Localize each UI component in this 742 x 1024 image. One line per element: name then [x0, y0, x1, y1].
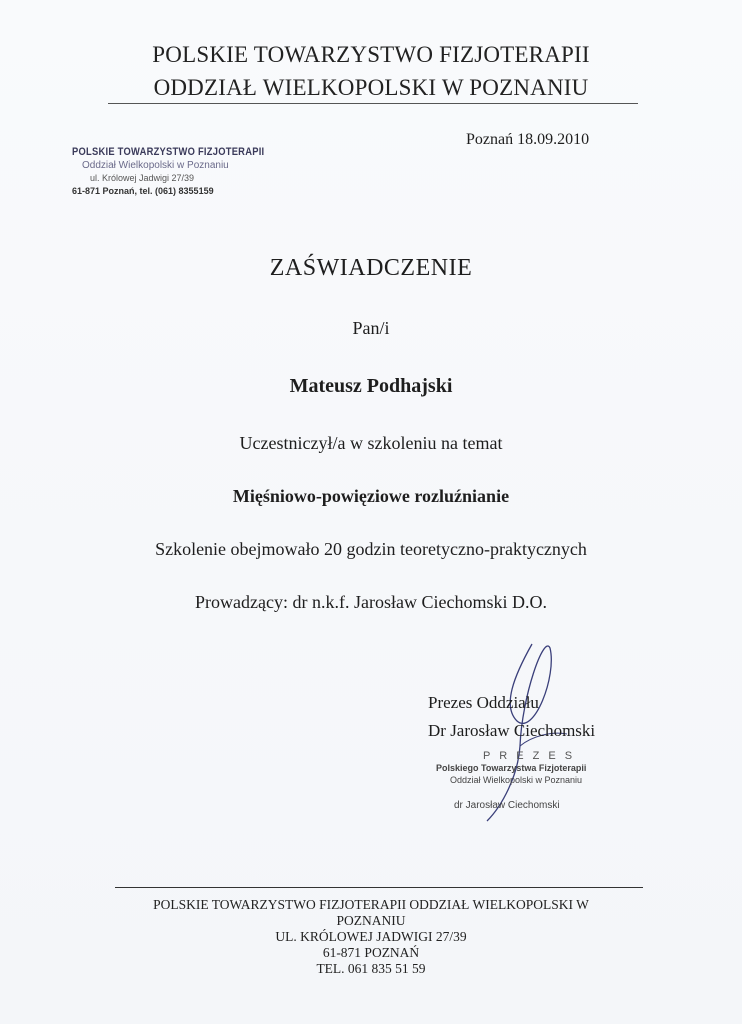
- footer-line-2: POZNANIU: [336, 913, 406, 928]
- header-line-1: POLSKIE TOWARZYSTWO FIZJOTERAPII: [152, 42, 590, 67]
- president-stamp-line-2: Polskiego Towarzystwa Fizjoterapii: [436, 763, 587, 773]
- footer-line-1: POLSKIE TOWARZYSTWO FIZJOTERAPII ODDZIAŁ WIELKOPOLSKI W: [153, 897, 589, 912]
- certificate-title: ZAŚWIADCZENIE: [269, 255, 473, 281]
- training-hours: Szkolenie obejmowało 20 godzin teoretyczno-praktycznych: [155, 539, 587, 559]
- header-line-2: ODDZIAŁ WIELKOPOLSKI W POZNANIU: [153, 75, 589, 100]
- stamp-line-3: ul. Królowej Jadwigi 27/39: [90, 173, 195, 183]
- president-stamp-line-3: Oddział Wielkopolski w Poznaniu: [450, 775, 583, 785]
- stamp-line-1: POLSKIE TOWARZYSTWO FIZJOTERAPII: [72, 146, 265, 158]
- organization-stamp: [72, 146, 265, 198]
- president-stamp-line-1: P R E Z E S: [483, 750, 576, 762]
- signatory-role: Prezes Oddziału: [428, 693, 539, 712]
- training-topic: Mięśniowo-powięziowe rozluźnianie: [232, 486, 510, 506]
- stamp-line-4: 61-871 Poznań, tel. (061) 8355159: [72, 186, 214, 196]
- instructor: Prowadzący: dr n.k.f. Jarosław Ciechomski D.O.: [195, 592, 547, 612]
- footer-line-3: UL. KRÓLOWEJ JADWIGI 27/39: [275, 929, 467, 944]
- issue-date: Poznań 18.09.2010: [466, 131, 590, 148]
- stamp-line-2: Oddział Wielkopolski w Poznaniu: [82, 160, 229, 171]
- participation-text: Uczestniczył/a w szkoleniu na temat: [239, 433, 503, 453]
- footer-line-4: 61-871 POZNAŃ: [322, 945, 420, 960]
- salutation: Pan/i: [352, 318, 390, 338]
- footer-rule: [115, 887, 643, 888]
- recipient-name: Mateusz Podhajski: [289, 375, 453, 397]
- president-stamp-line-4: dr Jarosław Ciechomski: [454, 800, 560, 811]
- signatory-name: Dr Jarosław Ciechomski: [428, 721, 596, 740]
- footer-line-5: TEL. 061 835 51 59: [316, 961, 426, 976]
- header-rule: [108, 103, 638, 104]
